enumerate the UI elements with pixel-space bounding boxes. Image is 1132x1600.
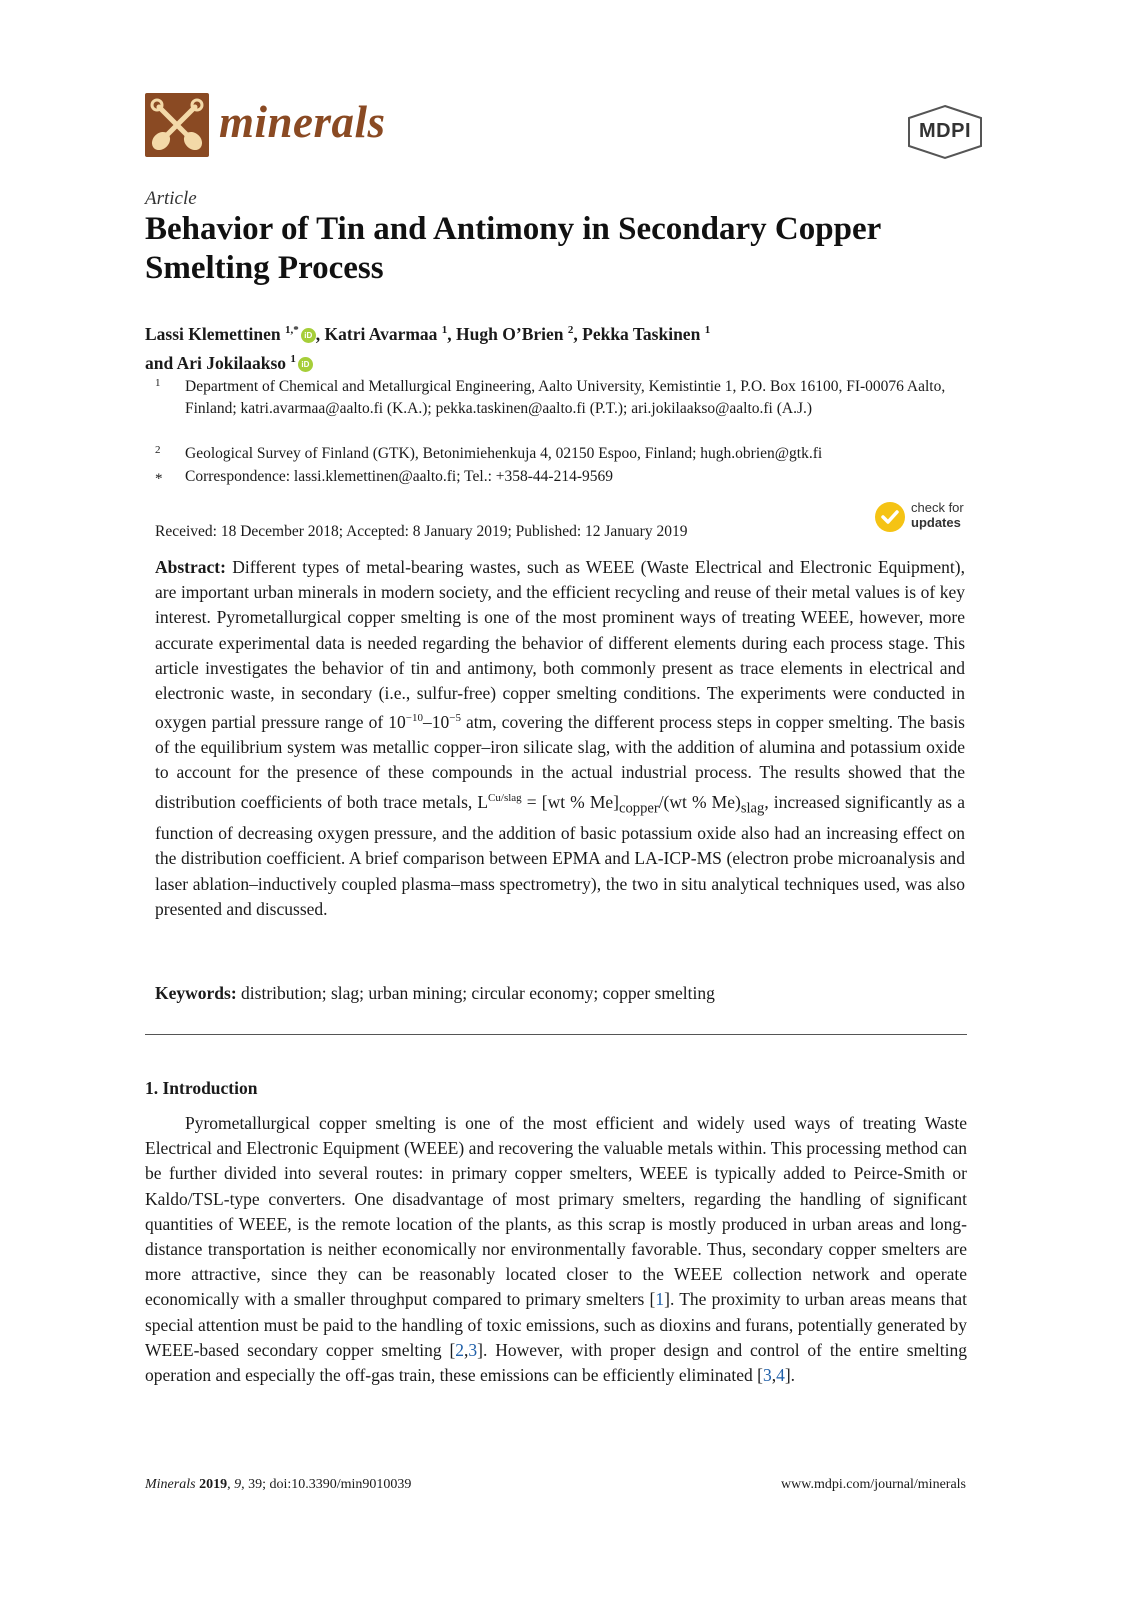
affiliation-text: Geological Survey of Finland (GTK), Betonimiehenkuja 4, 02150 Espoo, Finland; hugh.obrien@gtk.fi	[185, 445, 823, 462]
author-list	[145, 318, 985, 376]
affiliation-1	[155, 376, 975, 442]
abstract-subscript: slag	[740, 799, 765, 816]
author-affil-marker: 1,*	[285, 324, 299, 336]
footer-journal: Minerals	[145, 1477, 196, 1492]
footer-volume: 9	[234, 1477, 242, 1492]
affiliation-marker: 1	[155, 377, 161, 389]
abstract-text: , increased significantly as a function of decreasing oxygen pressure, and the addition of basic potassium oxide also had an increasing effect on the distribution coefficient. A brief comparison between EPMA and LA-ICP-MS (electron probe microanalysis and laser ablation–inductively coupled plasma–mass spectrometry), the two in situ analytical techniques used, was also presented and discussed.	[155, 791, 965, 919]
introduction-paragraph: Pyrometallurgical copper smelting is one of the most efficient and widely used ways of treating Waste Electrical and Electronic Equipment (WEEE) and recovering the valuable metals within. This processing method can be further divided into several routes: in primary copper smelters, WEEE is typically added to Peirce-Smith or Kaldo/TSL-type converters. One disadvantage of most primary smelters, regarding the handling of significant quantities of WEEE, is the remote location of the plants, as this scrap is mostly produced in urban areas and long-distance transportation is neither economically nor environmentally favorable. Thus, secondary copper smelters are more attractive, since they can be reasonably located closer to the WEEE collection network and operate economically with a smaller throughput compared to primary smelters [1]. The proximity to urban areas means that special attention must be paid to the handling of toxic emissions, such as dioxins and furans, potentially generated by WEEE-based secondary copper smelting [2,3]. However, with proper design and control of the entire smelting operation and especially the off-gas train, these emissions can be efficiently eliminated [3,4].	[145, 1113, 967, 1386]
author-name: Lassi Klemettinen	[145, 323, 281, 344]
author-separator: ,	[447, 323, 457, 344]
keywords	[155, 983, 965, 1004]
citation-link[interactable]: 1	[655, 1289, 665, 1310]
check-updates-line1: check for	[911, 500, 964, 515]
check-for-updates-button[interactable]	[875, 500, 975, 536]
journal-url-link[interactable]: www.mdpi.com/journal/minerals	[781, 1477, 966, 1492]
body-text: ].	[784, 1365, 796, 1386]
footer-doi: , 39; doi:10.3390/min9010039	[241, 1477, 412, 1492]
citation-footer: Minerals 2019, 9, 39; doi:10.3390/min9010039	[145, 1477, 412, 1492]
correspondence-text: Correspondence: lassi.klemettinen@aalto.fi; Tel.: +358-44-214-9569	[185, 468, 613, 485]
publication-dates: Received: 18 December 2018; Accepted: 8 January 2019; Published: 12 January 2019	[155, 523, 688, 540]
abstract-text: /(wt % Me)	[658, 791, 741, 812]
affiliation-2	[155, 443, 975, 465]
author-separator: ,	[315, 323, 325, 344]
orcid-icon[interactable]: iD	[298, 357, 313, 372]
body-text: ]. However, with proper design and control of the entire smelting operation and especially the off-gas train, these emissions can be efficiently eliminated [	[145, 1339, 967, 1386]
author-name: Pekka Taskinen	[582, 323, 701, 344]
orcid-icon[interactable]: iD	[301, 328, 316, 343]
correspondence-marker: *	[155, 471, 163, 487]
affiliation-marker: 2	[155, 444, 161, 456]
abstract-text: Different types of metal-bearing wastes, such as WEEE (Waste Electrical and Electronic Equipment), are important urban minerals in modern society, and the efficient recycling and reuse of their metal values is of key interest. Pyrometallurgical copper smelting is one of the most prominent ways of treating WEEE, however, more accurate experimental data is needed regarding the behavior of different elements during each process stage. This article investigates the behavior of tin and antimony, both commonly present as trace elements in electrical and electronic waste, in secondary (i.e., sulfur-free) copper smelting conditions. The experiments were conducted in oxygen partial pressure range of 10	[155, 557, 965, 733]
section-divider	[145, 1034, 967, 1035]
abstract-text: –10	[422, 712, 450, 733]
abstract	[155, 555, 965, 922]
abstract-label: Abstract:	[155, 557, 226, 577]
publisher-logo	[905, 104, 985, 160]
keywords-label: Keywords:	[155, 983, 237, 1003]
author-affil-marker: 1	[704, 324, 711, 336]
footer-year: 2019	[199, 1477, 228, 1492]
abstract-superscript: Cu/slag	[488, 791, 522, 804]
author-affil-marker: 1	[441, 324, 448, 336]
body-text: ]. The proximity to urban areas means that special attention must be paid to the handling of toxic emissions, such as dioxins and furans, potentially generated by WEEE-based secondary copper smelting [	[145, 1289, 967, 1360]
checkmark-icon	[875, 502, 905, 532]
author-affil-marker: 2	[567, 324, 574, 336]
keywords-text: distribution; slag; urban mining; circular economy; copper smelting	[236, 983, 715, 1003]
publisher-name: MDPI	[919, 120, 971, 142]
abstract-subscript: copper	[619, 799, 659, 816]
body-text: Pyrometallurgical copper smelting is one of the most efficient and widely used ways of treating Waste Electrical and Electronic Equipment (WEEE) and recovering the valuable metals within. This processing method can be further divided into several routes: in primary copper smelters, WEEE is typically added to Peirce-Smith or Kaldo/TSL-type converters. One disadvantage of most primary smelters, regarding the handling of significant quantities of WEEE, is the remote location of the plants, as this scrap is mostly produced in urban areas and long-distance transportation is neither economically nor environmentally favorable. Thus, secondary copper smelters are more attractive, since they can be reasonably located closer to the WEEE collection network and operate economically with a smaller throughput compared to primary smelters [	[145, 1113, 967, 1310]
citation-link[interactable]: 3	[468, 1339, 478, 1360]
author-separator: ,	[573, 323, 583, 344]
abstract-text: = [wt % Me]	[521, 791, 620, 812]
author-name: and Ari Jokilaakso	[145, 352, 287, 373]
crossed-shovels-icon	[145, 93, 209, 157]
author-name: Hugh O’Brien	[456, 323, 564, 344]
author-name: Katri Avarmaa	[324, 323, 438, 344]
article-type: Article	[145, 188, 197, 209]
citation-link[interactable]: 3	[762, 1365, 772, 1386]
journal-logo	[145, 93, 209, 157]
journal-name: minerals	[219, 97, 386, 147]
citation-link[interactable]: 2	[455, 1339, 465, 1360]
author-affil-marker: 1	[290, 352, 296, 365]
affiliation-text: Department of Chemical and Metallurgical Engineering, Aalto University, Kemistintie 1, P.O. Box 16100, FI-00076 Aalto, Finland; katri.avarmaa@aalto.fi (K.A.); pekka.taskinen@aalto.fi (P.T.); ari.jokilaakso@aalto.fi (A.J.)	[185, 378, 946, 417]
abstract-exponent: −10	[405, 712, 423, 725]
abstract-exponent: −5	[449, 712, 461, 725]
abstract-text: atm, covering the different process steps in copper smelting. The basis of the equilibrium system was metallic copper–iron silicate slag, with the addition of alumina and potassium oxide to account for the presence of these compounds in the actual industrial process. The results showed that the distribution coefficients of both trace metals, L	[155, 712, 965, 812]
correspondence	[155, 466, 975, 488]
section-heading: 1. Introduction	[145, 1078, 258, 1098]
citation-link[interactable]: 4	[776, 1365, 785, 1386]
paper-title: Behavior of Tin and Antimony in Secondary Copper Smelting Process	[145, 211, 881, 286]
check-updates-line2: updates	[911, 515, 961, 530]
